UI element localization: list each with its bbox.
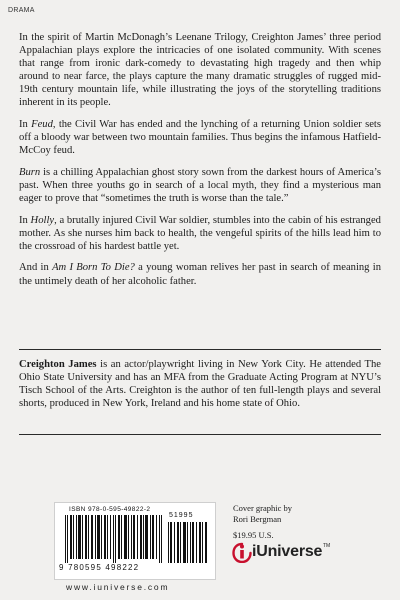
divider-top: [19, 349, 381, 350]
play-title-feud: Feud: [31, 119, 53, 131]
cover-credit-artist: Rori Bergman: [233, 513, 282, 524]
barcode-supplement-digits: 51995: [169, 512, 194, 519]
blurb-text: And in: [19, 262, 53, 274]
publisher-name: iUniverse: [252, 543, 323, 560]
genre-label: DRAMA: [8, 7, 35, 14]
blurb-paragraph-holly: [19, 214, 381, 253]
blurb-paragraph-feud: [19, 118, 381, 157]
blurb-paragraph-intro: In the spirit of Martin McDonagh’s Leenane Trilogy, Creighton James’ three period Appalachian plays explore the intricacies of one isolated community. With scenes that range from ironic dark-comedy to devastating high tragedy and then whip around to near farce, the plays capture the many dramatic struggles of rugged mid-19th century mountain life, while illustrating the joys of the storytelling traditions inherent in its people.: [19, 32, 381, 109]
back-cover-blurb: [19, 31, 381, 296]
author-name: Creighton James: [19, 359, 97, 370]
blurb-paragraph-am-i-born-to-die: [19, 261, 381, 287]
blurb-text: is a chilling Appalachian ghost story sown from the darkest hours of America’s past. When three youths go in search of a local myth, they find a mysterious man eager to prove that “sometimes the truth is worse than the tale.”: [19, 166, 381, 205]
blurb-paragraph-burn: [19, 166, 381, 205]
blurb-text: , a brutally injured Civil War soldier, stumbles into the cabin of his estranged mother. As she nurses him back to health, the vengeful spirits of the hills lead him to the crossroad of his hardest battle yet.: [19, 214, 381, 252]
play-title-holly: Holly: [30, 214, 55, 226]
barcode-supplement-bars-icon: [168, 522, 208, 563]
play-title-burn: Burn: [19, 166, 41, 178]
author-bio: [19, 358, 381, 410]
isbn-barcode: [54, 502, 216, 580]
author-bio-text: is an actor/playwright living in New York City. He attended The Ohio State University and has an MFA from the Graduate Acting Program at NYU’s Tisch School of the Arts. Creighton is the author of ten full-length plays and several shorts, produced in New York, Ireland and his home state of Ohio.: [19, 359, 382, 410]
divider-bottom: [19, 434, 381, 435]
cover-credit-label: Cover graphic by: [233, 503, 293, 513]
blurb-text: In: [19, 214, 31, 226]
blurb-text: , the Civil War has ended and the lynching of a returning Union soldier sets off a bloody war between two mountain families. Thus begins the infamous Hatfield-McCoy feud.: [19, 119, 381, 157]
blurb-text: a young woman relives her past in search of meaning in the untimely death of her alcoholic father.: [19, 262, 382, 287]
iuniverse-logo-icon: [232, 541, 252, 563]
ean-digits: 9 780595 498222: [59, 563, 140, 572]
cover-credit: [233, 503, 353, 524]
barcode-bars-icon: [65, 515, 165, 563]
play-title-am-i-born-to-die: Am I Born To Die?: [52, 262, 135, 274]
price: $19.95 U.S.: [233, 530, 274, 540]
publisher-website: www.iuniverse.com: [66, 582, 170, 592]
isbn-number: ISBN 978-0-595-49822-2: [69, 506, 151, 513]
blurb-text: In: [19, 119, 32, 131]
trademark-mark: TM: [323, 543, 331, 549]
publisher-logo: [232, 541, 352, 565]
